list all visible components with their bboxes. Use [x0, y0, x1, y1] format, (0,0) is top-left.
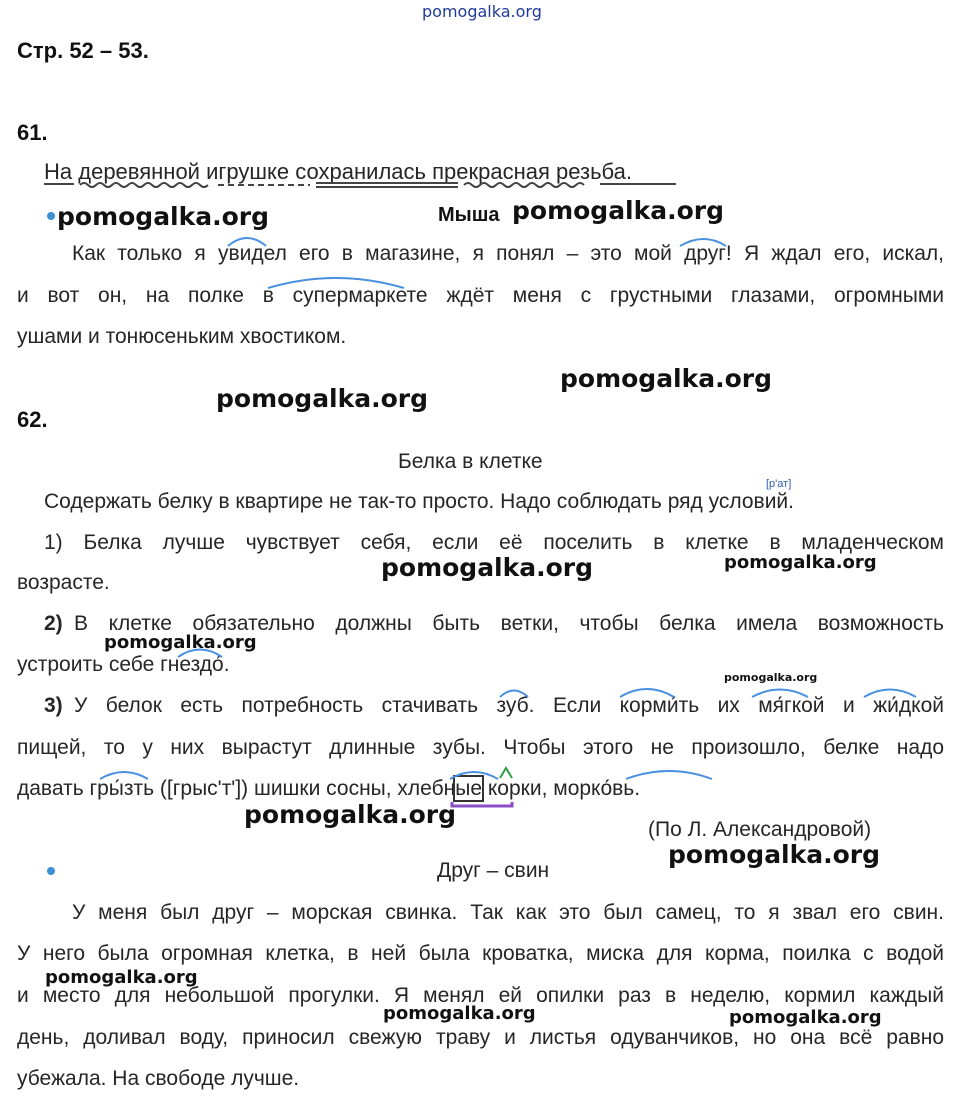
bullet-dot [47, 212, 55, 220]
watermark: pomogalka.org [383, 1003, 536, 1024]
word-igrushke: игрушке [206, 159, 290, 184]
item-2-number: 2) [44, 612, 63, 635]
transcription-ryad: [р'ат] [766, 478, 792, 490]
story-line-4: день, доливал воду, приносил свежую траву и листья одуванчиков, но она всё равно [17, 1026, 944, 1049]
watermark: pomogalka.org [244, 800, 457, 829]
word-rezba: резьба [556, 159, 626, 184]
story-61-line-1: Как только я увидел его в магазине, я понял – это мой друг! Я ждал его, искал, [72, 242, 944, 265]
watermark: pomogalka.org [724, 552, 877, 573]
watermark: pomogalka.org [560, 364, 773, 393]
author-credit: (По Л. Александровой) [648, 818, 872, 841]
watermark: pomogalka.org [57, 202, 270, 231]
exercise-61-sentence [44, 160, 632, 184]
watermark: pomogalka.org [104, 632, 257, 653]
watermark-top: pomogalka.org [422, 2, 542, 21]
exercise-61-number: 61. [17, 120, 48, 145]
story-title: Друг – свин [437, 859, 550, 882]
item-3-number: 3) [44, 694, 63, 717]
item-1-line-2: возрасте. [17, 571, 110, 594]
item-2-line-2: устроить себе гнездо́. [17, 653, 230, 676]
story-61-title: Мыша [438, 204, 500, 226]
item-3-line-1: 3) У белок есть потребность стачивать зуб. Если корми́ть их мя́гкой и жи́дкой [44, 694, 944, 717]
item-2-line-1: 2) В клетке обязательно должны быть ветки, чтобы белка имела возможность [44, 612, 944, 635]
ending-box: ые [455, 777, 483, 800]
item-1-line-1: 1) Белка лучше чувствует себя, если её поселить в клетке в младенческом [44, 531, 944, 554]
exercise-62-title: Белка в клетке [398, 450, 543, 473]
watermark: pomogalka.org [729, 1007, 882, 1028]
period: . [625, 159, 633, 184]
word-prekrasnaya: прекрасная [432, 159, 550, 184]
story-61-line-3: ушами и тонюсеньким хвостиком. [17, 325, 347, 348]
watermark: pomogalka.org [668, 840, 881, 869]
watermark: pomogalka.org [45, 967, 198, 988]
story-line-1: У меня был друг – морская свинка. Так как это был самец, то я звал его свин. [72, 901, 944, 924]
word-sohranilas: сохранилась [295, 159, 426, 184]
story-61-line-2: и вот он, на полке в супермаркете ждёт меня с грустными глазами, огромными [17, 284, 944, 307]
bullet-dot [47, 867, 55, 875]
watermark: pomogalka.org [724, 671, 818, 684]
word-derevyannoy: деревянной [78, 159, 200, 184]
watermark: pomogalka.org [512, 196, 725, 225]
story-line-5: убежала. На свободе лучше. [17, 1067, 300, 1090]
page-header: Стр. 52 – 53. [17, 38, 149, 63]
story-line-2: У него была огромная клетка, в ней была кроватка, миска для корма, поилка с водой [17, 942, 944, 965]
watermark: pomogalka.org [216, 384, 429, 413]
exercise-62-line-1: Содержать белку в квартире не так-то просто. Надо соблюдать ряд условий. [44, 490, 794, 513]
base-underline [452, 802, 512, 806]
story-line-3: и место для небольшой прогулки. Я менял ей опилки раз в неделю, кормил каждый [17, 984, 944, 1007]
item-3-line-2: пищей, то у них вырастут длинные зубы. Чтобы этого не произошло, белке надо [17, 736, 944, 759]
word-na: На [44, 159, 73, 184]
watermark: pomogalka.org [381, 553, 594, 582]
item-3-line-3: давать гры́зть ([грыс'т']) шишки сосны, хлебные корки, морко́вь. [17, 777, 641, 800]
exercise-62-number: 62. [17, 407, 48, 432]
